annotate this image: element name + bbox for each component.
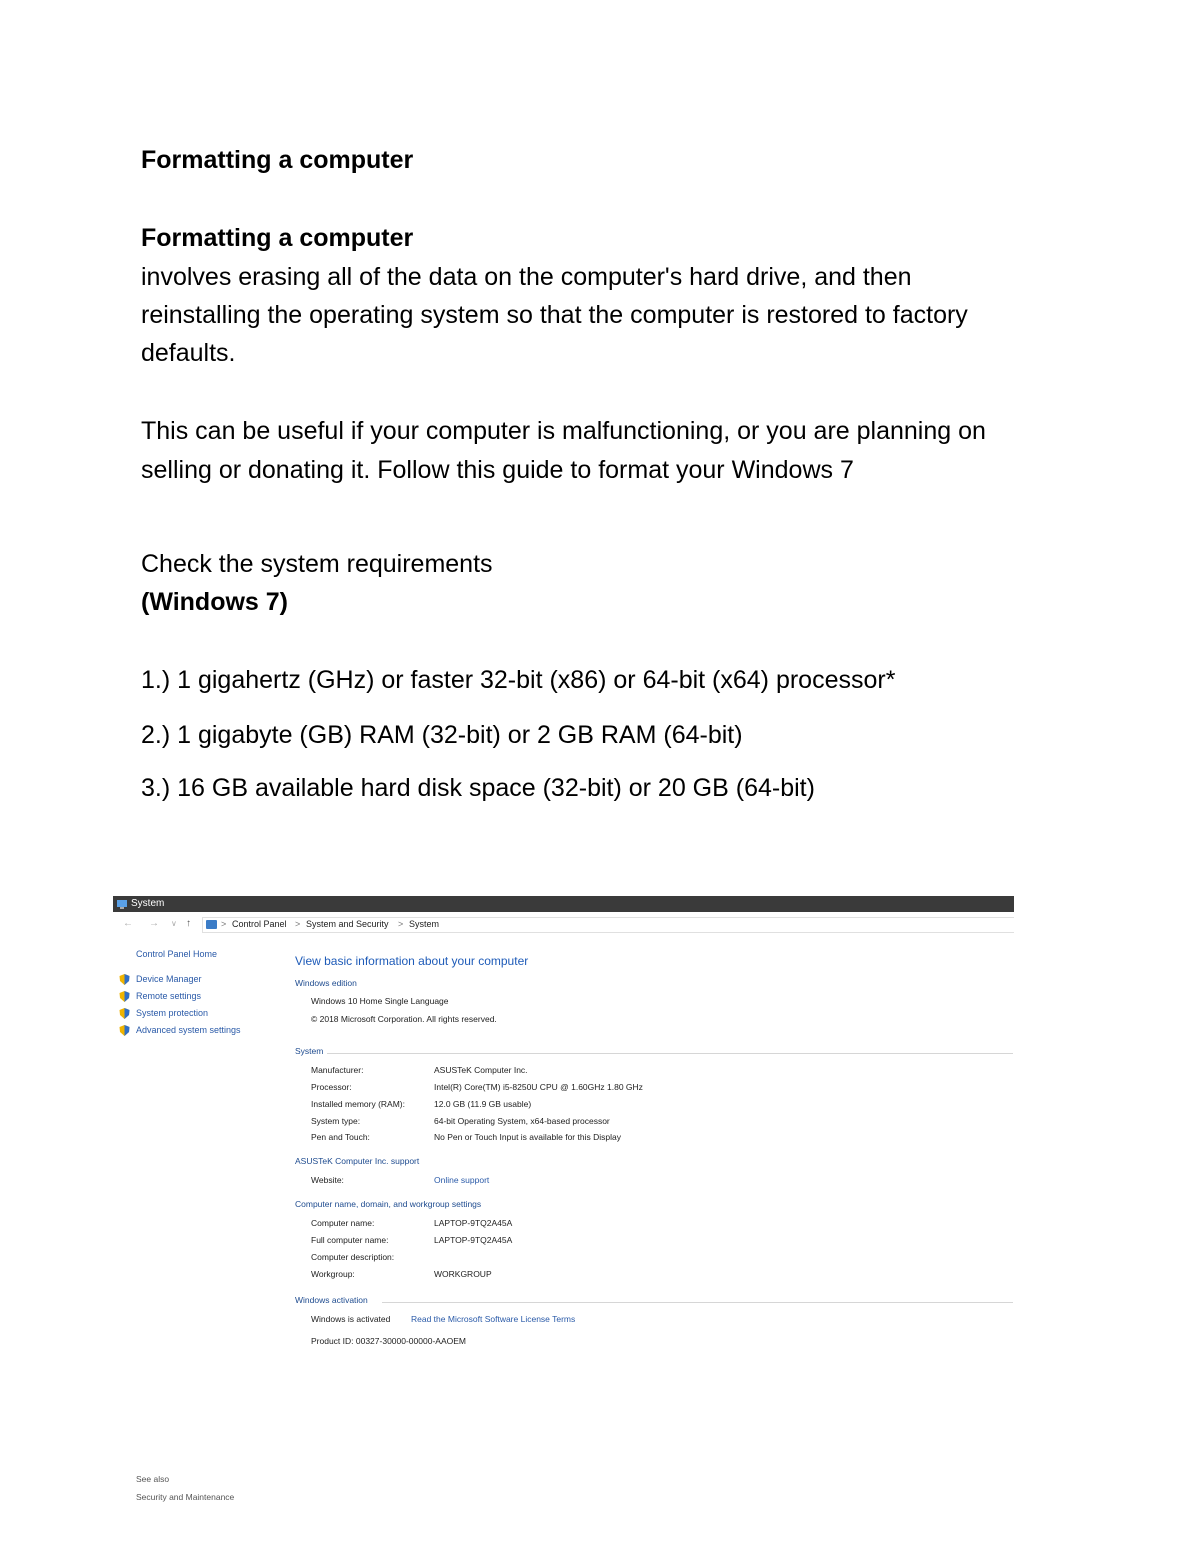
section-heading: Formatting a computer — [141, 224, 414, 252]
shield-icon — [119, 1008, 130, 1019]
paragraph-line: reinstalling the operating system so that the computer is restored to factory — [141, 301, 968, 329]
online-support-link[interactable]: Online support — [434, 1175, 490, 1185]
manufacturer-label: Manufacturer: — [311, 1065, 364, 1075]
breadcrumb-system-and-security[interactable]: System and Security — [306, 919, 389, 929]
website-label: Website: — [311, 1175, 344, 1185]
breadcrumb-control-panel[interactable]: Control Panel — [232, 919, 287, 929]
support-heading: ASUSTeK Computer Inc. support — [295, 1156, 420, 1166]
document-title: Formatting a computer — [141, 146, 414, 174]
breadcrumb[interactable] — [202, 917, 1014, 933]
requirement-item: 3.) 16 GB available hard disk space (32-bit) or 20 GB (64-bit) — [141, 774, 815, 802]
activation-status: Windows is activated — [311, 1314, 391, 1324]
windows-edition-heading: Windows edition — [295, 978, 357, 988]
title-bar — [113, 896, 1014, 912]
shield-icon — [119, 991, 130, 1002]
full-computer-name-label: Full computer name: — [311, 1235, 389, 1245]
page-title: View basic information about your computer — [295, 954, 529, 968]
control-panel-icon — [206, 920, 217, 929]
up-arrow-icon[interactable]: ↑ — [186, 918, 191, 929]
activation-heading: Windows activation — [295, 1295, 368, 1305]
system-heading: System — [295, 1046, 324, 1056]
copyright-text: © 2018 Microsoft Corporation. All rights reserved. — [311, 1014, 497, 1024]
system-type-label: System type: — [311, 1116, 361, 1126]
processor-value: Intel(R) Core(TM) i5-8250U CPU @ 1.60GHz 1.80 GHz — [434, 1082, 643, 1092]
computer-description-label: Computer description: — [311, 1252, 395, 1262]
section-divider — [382, 1302, 1013, 1303]
installed-memory-value: 12.0 GB (11.9 GB usable) — [434, 1099, 532, 1109]
computer-name-heading: Computer name, domain, and workgroup settings — [295, 1199, 482, 1209]
shield-icon — [119, 1025, 130, 1036]
requirements-intro: Check the system requirements — [141, 550, 493, 578]
paragraph-line: This can be useful if your computer is malfunctioning, or you are planning on — [141, 417, 986, 445]
shield-icon — [119, 974, 130, 985]
computer-name-value: LAPTOP-9TQ2A45A — [434, 1218, 513, 1228]
processor-label: Processor: — [311, 1082, 352, 1092]
breadcrumb-separator: > — [221, 919, 227, 929]
system-window-screenshot — [113, 896, 1014, 1512]
installed-memory-label: Installed memory (RAM): — [311, 1099, 405, 1109]
pen-touch-value: No Pen or Touch Input is available for this Display — [434, 1132, 621, 1142]
breadcrumb-separator: > — [398, 919, 404, 929]
forward-arrow-icon[interactable]: → — [149, 918, 159, 929]
address-bar — [113, 915, 1014, 933]
control-panel-home-link[interactable]: Control Panel Home — [136, 949, 218, 959]
sidebar-item-device-manager[interactable]: Device Manager — [136, 974, 202, 984]
workgroup-label: Workgroup: — [311, 1269, 355, 1279]
security-maintenance-link[interactable]: Security and Maintenance — [136, 1492, 235, 1502]
recent-dropdown-icon[interactable]: ∨ — [171, 919, 177, 928]
see-also-heading: See also — [136, 1474, 170, 1484]
requirements-os: (Windows 7) — [141, 588, 288, 616]
paragraph-line: selling or donating it. Follow this guide to format your Windows 7 — [141, 456, 854, 484]
workgroup-value: WORKGROUP — [434, 1269, 492, 1279]
sidebar-item-system-protection[interactable]: System protection — [136, 1008, 209, 1018]
back-arrow-icon[interactable]: ← — [123, 918, 133, 929]
manufacturer-value: ASUSTeK Computer Inc. — [434, 1065, 528, 1075]
paragraph-line: defaults. — [141, 339, 236, 367]
full-computer-name-value: LAPTOP-9TQ2A45A — [434, 1235, 513, 1245]
sidebar-item-advanced-system-settings[interactable]: Advanced system settings — [136, 1025, 241, 1035]
product-id: Product ID: 00327-30000-00000-AAOEM — [311, 1336, 466, 1346]
system-type-value: 64-bit Operating System, x64-based processor — [434, 1116, 610, 1126]
windows-edition-value: Windows 10 Home Single Language — [311, 996, 449, 1006]
computer-name-label: Computer name: — [311, 1218, 375, 1228]
system-icon — [117, 899, 127, 909]
breadcrumb-separator: > — [295, 919, 301, 929]
pen-touch-label: Pen and Touch: — [311, 1132, 370, 1142]
breadcrumb-system[interactable]: System — [409, 919, 440, 929]
license-terms-link[interactable]: Read the Microsoft Software License Terms — [411, 1314, 576, 1324]
requirement-item: 2.) 1 gigabyte (GB) RAM (32-bit) or 2 GB RAM (64-bit) — [141, 721, 743, 749]
section-divider — [327, 1053, 1013, 1054]
window-title: System — [131, 898, 165, 909]
requirement-item: 1.) 1 gigahertz (GHz) or faster 32-bit (x86) or 64-bit (x64) processor* — [141, 666, 896, 694]
sidebar-item-remote-settings[interactable]: Remote settings — [136, 991, 202, 1001]
paragraph-line: involves erasing all of the data on the computer's hard drive, and then — [141, 263, 912, 291]
